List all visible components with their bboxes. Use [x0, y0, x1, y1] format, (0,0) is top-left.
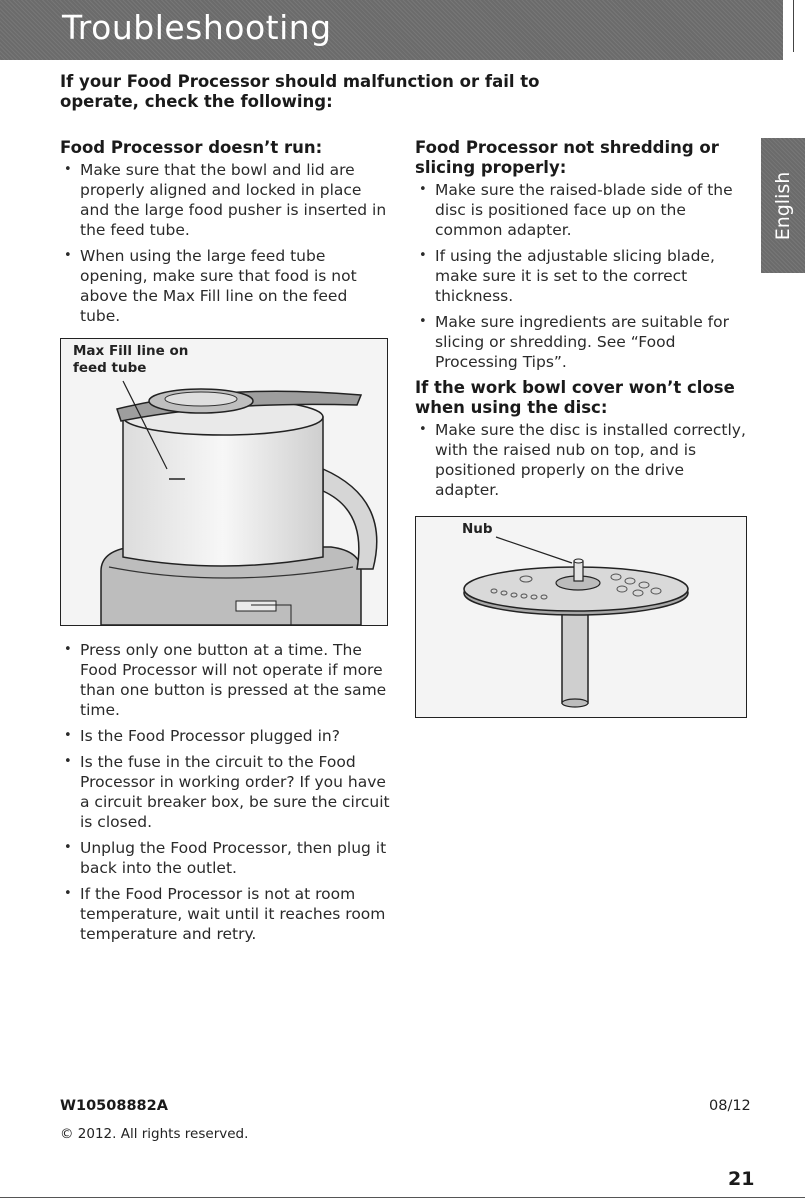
- language-tab-label: English: [772, 171, 794, 240]
- list-item: • Make sure the raised-blade side of the disc is positioned face up on the common adapter.: [415, 180, 750, 240]
- list-item: • Make sure ingredients are suitable for slicing or shredding. See “Food Processing Tips”.: [415, 312, 750, 372]
- checklist-doesnt-run: [60, 160, 390, 326]
- food-processor-illustration: [61, 339, 387, 625]
- figure-max-fill-line: [60, 338, 388, 626]
- document-date: 08/12: [709, 1098, 751, 1114]
- checklist-shredding: [415, 180, 750, 372]
- checklist-cover: [415, 420, 750, 500]
- list-item: • When using the large feed tube opening, make sure that food is not above the Max Fill line on the feed tube.: [60, 246, 390, 326]
- bottom-rule: [0, 1197, 805, 1198]
- list-item: • Is the fuse in the circuit to the Food Processor in working order? If you have a circuit breaker box, be sure the circuit is closed.: [60, 752, 390, 832]
- list-item: • Press only one button at a time. The Food Processor will not operate if more than one button is pressed at the same time.: [60, 640, 390, 720]
- list-item: • Unplug the Food Processor, then plug it back into the outlet.: [60, 838, 390, 878]
- page-number: 21: [728, 1168, 755, 1190]
- list-item: • If the Food Processor is not at room temperature, wait until it reaches room temperature and retry.: [60, 884, 390, 944]
- right-column: [415, 138, 750, 718]
- section-heading-cover: If the work bowl cover won’t close when using the disc:: [415, 378, 735, 417]
- left-column: [60, 138, 390, 950]
- list-item: • Make sure that the bowl and lid are properly aligned and locked in place and the large food pusher is inserted in the feed tube.: [60, 160, 390, 240]
- list-item: • If using the adjustable slicing blade, make sure it is set to the correct thickness.: [415, 246, 750, 306]
- edge-rule: [793, 0, 794, 52]
- header-band: [0, 0, 783, 60]
- checklist-power: [60, 640, 390, 944]
- list-item: • Is the Food Processor plugged in?: [60, 726, 390, 746]
- page-title: Troubleshooting: [62, 8, 332, 47]
- figure-label-max-fill: Max Fill line on feed tube: [73, 343, 189, 376]
- list-item: • Make sure the disc is installed correctly, with the raised nub on top, and is positioned properly on the drive adapter.: [415, 420, 750, 500]
- section-heading-doesnt-run: Food Processor doesn’t run:: [60, 138, 323, 157]
- copyright-notice: © 2012. All rights reserved.: [60, 1126, 249, 1142]
- intro-text: If your Food Processor should malfunction or fail to operate, check the following:: [60, 72, 540, 111]
- language-tab: [761, 138, 805, 273]
- document-number: W10508882A: [60, 1098, 168, 1114]
- figure-label-nub: Nub: [462, 521, 493, 537]
- section-heading-shredding: Food Processor not shredding or slicing properly:: [415, 138, 719, 177]
- disc-illustration: [416, 517, 746, 717]
- figure-disc-nub: [415, 516, 747, 718]
